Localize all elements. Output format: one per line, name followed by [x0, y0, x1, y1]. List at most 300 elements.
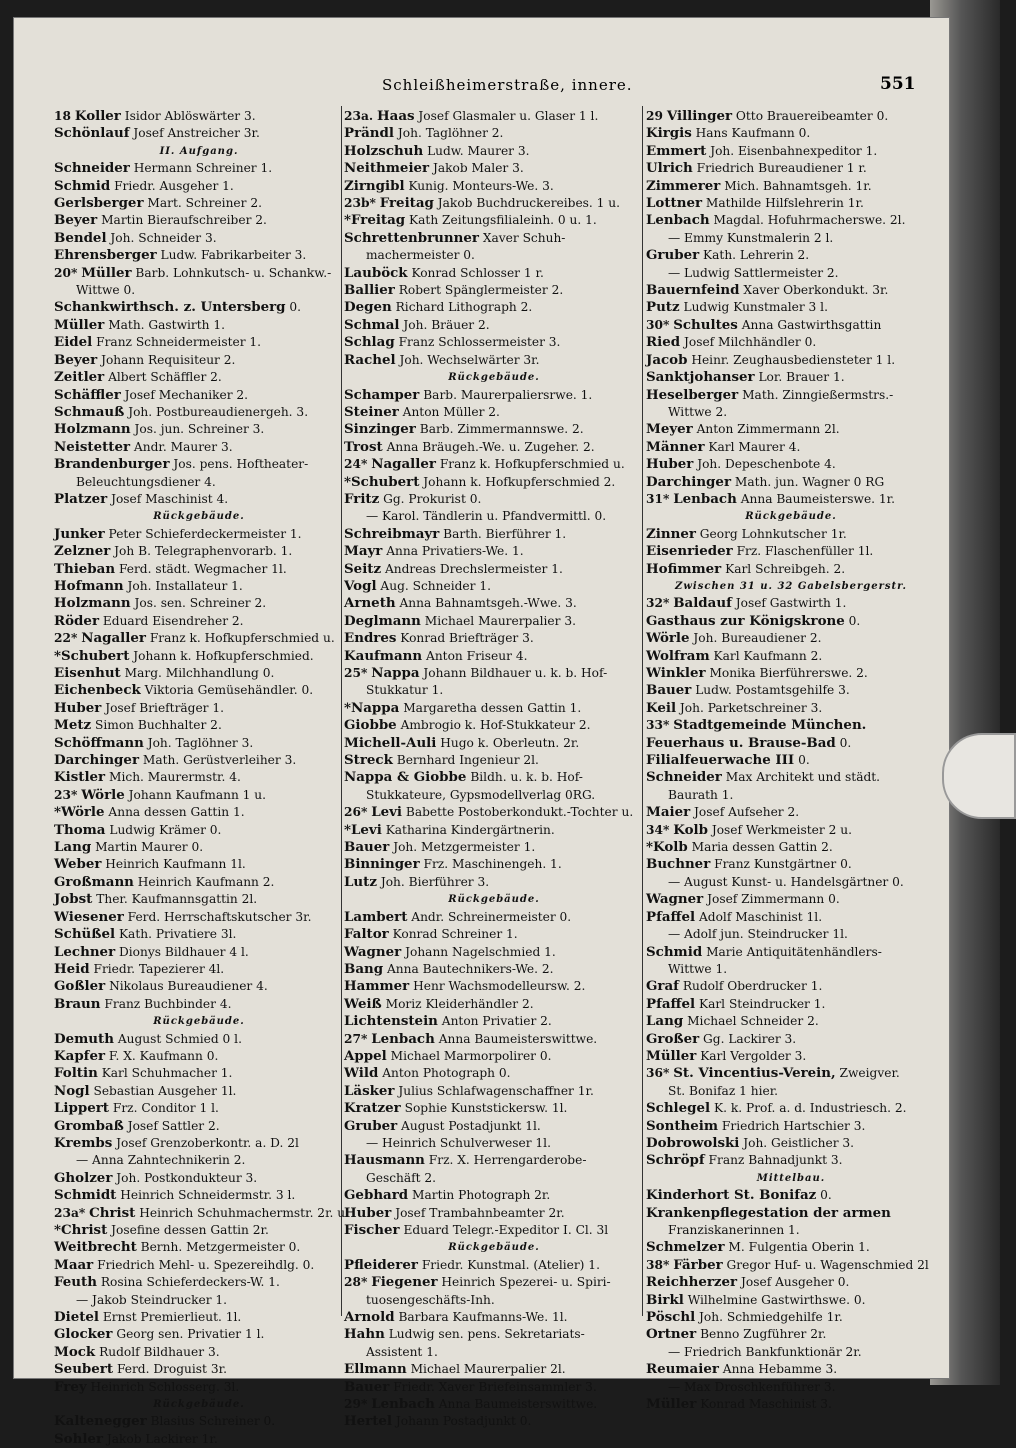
entry-details: Maria dessen Gattin 2. — [691, 840, 833, 855]
resident-name: Schneider — [54, 160, 130, 177]
entry-details: Johann k. Hofkupferschmied. — [133, 648, 314, 663]
entry-details: Andr. Maurer 3. — [133, 439, 233, 454]
resident-name: Schmelzer — [646, 1239, 725, 1256]
resident-name: Goßler — [54, 978, 106, 995]
entry-details: Simon Buchhalter 2. — [95, 718, 222, 733]
entry-details: Jos. sen. Schreiner 2. — [134, 596, 267, 611]
entry-details: Georg sen. Privatier 1 l. — [116, 1327, 265, 1342]
resident-name: Wild — [344, 1065, 379, 1082]
directory-entry — [646, 1135, 936, 1152]
directory-entry — [344, 561, 644, 578]
directory-entry — [646, 178, 936, 195]
directory-entry — [344, 439, 644, 456]
entry-details: Anna Bautechnikers-We. 2. — [386, 961, 554, 976]
resident-name: Nagaller — [81, 630, 146, 647]
resident-name: Villinger — [666, 108, 733, 124]
entry-details: Heinr. Zeughausbediensteter 1 l. — [691, 352, 896, 367]
directory-entry — [646, 1031, 936, 1048]
resident-name: Birkl — [646, 1291, 684, 1308]
directory-entry — [344, 769, 644, 786]
column-3 — [646, 108, 936, 1413]
entry-details: Franz k. Hofkupferschmied u. — [439, 457, 625, 472]
directory-entry — [646, 648, 936, 665]
house-number: 29* — [344, 1397, 368, 1412]
directory-entry — [344, 717, 644, 734]
entry-details: Barb. Lohnkutsch- u. Schankw.- — [135, 265, 332, 280]
entry-details: Ludwig Krämer 0. — [109, 822, 222, 837]
resident-name: Neithmeier — [344, 160, 430, 177]
directory-entry — [344, 1326, 644, 1343]
directory-entry — [646, 1309, 936, 1326]
directory-entry — [54, 856, 344, 873]
entry-details: Michael Maurerpalier 3. — [424, 613, 576, 628]
entry-details: Anna Privatiers-We. 1. — [386, 544, 524, 559]
directory-entry — [646, 1048, 936, 1065]
entry-details: Kath. Lehrerin 2. — [703, 248, 810, 263]
resident-name: Bendel — [54, 229, 107, 246]
directory-entry — [646, 195, 936, 212]
directory-entry — [54, 1083, 344, 1100]
entry-details: Konrad Briefträger 3. — [400, 631, 534, 646]
entry-details: Franz Bahnadjunkt 3. — [708, 1153, 843, 1168]
resident-name: Wörle — [81, 786, 125, 803]
entry-continuation: Geschäft 2. — [366, 1170, 437, 1185]
entry-details: Ernst Premierlieut. 1l. — [102, 1310, 242, 1325]
resident-name: Lambert — [344, 908, 408, 925]
resident-name: Reumaier — [646, 1361, 719, 1378]
resident-name: Müller — [646, 1396, 697, 1413]
resident-name: Weiß — [344, 995, 382, 1012]
directory-entry — [54, 526, 344, 543]
entry-details: Anna dessen Gattin 1. — [108, 805, 245, 820]
resident-name: Dobrowolski — [646, 1134, 740, 1151]
resident-name: Sohler — [54, 1430, 103, 1447]
entry-details: Ludw. Maurer 3. — [427, 143, 530, 158]
resident-name: Levi — [371, 804, 403, 821]
resident-name: Schneider — [646, 769, 722, 786]
resident-name: Eidel — [54, 334, 93, 351]
resident-name: Lutz — [344, 873, 377, 890]
directory-entry — [54, 996, 344, 1013]
entry-details: Joh B. Telegraphenvorarb. 1. — [114, 544, 293, 559]
directory-entry — [646, 752, 936, 769]
entry-details: Joh. Metzgermeister 1. — [393, 840, 536, 855]
resident-name: Appel — [344, 1047, 387, 1064]
resident-name: *Kolb — [646, 839, 688, 856]
entry-details: Adolf Maschinist 1l. — [698, 909, 823, 924]
entry-details: Zweigver. — [839, 1066, 900, 1081]
directory-entry — [54, 595, 344, 612]
directory-entry — [54, 195, 344, 212]
resident-name: Seubert — [54, 1361, 114, 1378]
resident-name: Trost — [344, 438, 383, 455]
directory-entry — [54, 1222, 344, 1239]
directory-entry — [54, 1344, 344, 1361]
entry-details: Josefine dessen Gattin 2r. — [111, 1223, 269, 1237]
directory-entry — [344, 212, 644, 229]
page-tab-marker — [942, 733, 1016, 819]
resident-name: Bauernfeind — [646, 282, 740, 299]
directory-entry — [646, 769, 936, 786]
entry-details: Richard Lithograph 2. — [395, 300, 533, 315]
directory-entry — [344, 839, 644, 856]
resident-name: Schönlauf — [54, 125, 130, 142]
directory-entry — [646, 1013, 936, 1030]
entry-details: Robert Spänglermeister 2. — [398, 283, 564, 298]
entry-details: Bernhard Ingenieur 2l. — [396, 753, 539, 768]
directory-entry — [646, 299, 936, 316]
entry-details: Moriz Kleiderhändler 2. — [385, 996, 534, 1011]
directory-entry — [646, 526, 936, 543]
resident-name: Schmidt — [54, 1187, 117, 1204]
entry-details: Heinrich Spezerei- u. Spiri- — [441, 1275, 611, 1290]
entry-details: August Schmied 0 l. — [117, 1031, 242, 1046]
resident-name: Lenbach — [371, 1396, 435, 1413]
directory-entry — [54, 1379, 344, 1396]
resident-name: Junker — [54, 525, 105, 542]
resident-name: Endres — [344, 630, 397, 647]
resident-name: Bauer — [344, 1378, 390, 1395]
directory-entry — [646, 735, 936, 752]
entry-continuation: — August Kunst- u. Handelsgärtner 0. — [668, 874, 904, 889]
entry-continuation: Stukkateure, Gypsmodellverlag 0RG. — [366, 787, 596, 802]
entry-details: Gg. Lackirer 3. — [703, 1031, 797, 1046]
directory-entry — [54, 1170, 344, 1187]
entry-details: Johann Postadjunkt 0. — [395, 1414, 532, 1429]
resident-name: Gasthaus zur Königskrone — [646, 612, 845, 629]
resident-name: Deglmann — [344, 612, 421, 629]
entry-details: Andreas Drechslermeister 1. — [384, 561, 563, 576]
resident-name: Nappa — [371, 665, 420, 681]
resident-name: Holzmann — [54, 421, 131, 438]
directory-entry — [646, 1118, 936, 1135]
entry-continuation: — Ludwig Sattlermeister 2. — [668, 265, 839, 280]
entry-details: M. Fulgentia Oberin 1. — [728, 1240, 870, 1255]
directory-entry — [646, 1396, 936, 1413]
directory-entry — [54, 787, 344, 804]
page-header — [14, 74, 949, 100]
house-number: 25* — [344, 666, 368, 680]
entry-details: Sebastian Ausgeher 1l. — [93, 1083, 237, 1098]
directory-entry — [344, 1118, 644, 1135]
entry-continuation: — Max Droschkenführer 3. — [668, 1379, 836, 1394]
resident-name: Müller — [54, 316, 105, 333]
directory-entry — [646, 856, 936, 873]
house-number: 23b* — [344, 196, 376, 211]
entry-details: Michael Marmorpolirer 0. — [390, 1048, 552, 1063]
entry-details: Karl Maurer 4. — [708, 439, 801, 454]
resident-name: Schüßel — [54, 926, 116, 943]
resident-name: Ortner — [646, 1326, 697, 1343]
entry-continuation: — Jakob Steindrucker 1. — [76, 1292, 228, 1307]
directory-entry — [344, 543, 644, 560]
entry-details: Josef Werkmeister 2 u. — [711, 822, 852, 837]
entry-details: Ferd. Herrschaftskutscher 3r. — [127, 909, 312, 924]
entry-details: Anna Baumeisterswittwe. — [438, 1397, 598, 1412]
directory-entry — [646, 630, 936, 647]
entry-details: Joh. Depeschenbote 4. — [697, 457, 836, 472]
directory-entry — [344, 1013, 644, 1030]
resident-name: Großer — [646, 1030, 700, 1047]
entry-details: Ludwig Kunstmaler 3 l. — [683, 300, 828, 315]
entry-details: Martin Bieraufschreiber 2. — [101, 213, 267, 228]
directory-entry — [54, 1187, 344, 1204]
resident-name: *Schubert — [344, 473, 420, 490]
resident-name: Hammer — [344, 978, 410, 995]
resident-name: Färber — [673, 1256, 723, 1273]
directory-entry — [344, 1257, 644, 1274]
entry-details: Heinrich Schlosserg. 3l. — [90, 1379, 240, 1394]
house-number: 24* — [344, 457, 368, 472]
directory-entry — [54, 961, 344, 978]
directory-entry — [344, 526, 644, 543]
directory-entry — [54, 1274, 344, 1291]
entry-details: Anton Müller 2. — [402, 404, 500, 419]
entry-details: Josef Maschinist 4. — [111, 491, 229, 506]
directory-entry — [646, 212, 936, 229]
entry-continuation: St. Bonifaz 1 hier. — [668, 1083, 779, 1098]
directory-entry — [54, 735, 344, 752]
entry-details: Frz. Conditor 1 l. — [112, 1101, 219, 1116]
resident-name: Beyer — [54, 212, 98, 229]
entry-details: Joh. Postkondukteur 3. — [116, 1170, 258, 1185]
resident-name: Maier — [646, 804, 691, 821]
directory-entry — [54, 247, 344, 264]
directory-entry — [54, 752, 344, 769]
resident-name: Maar — [54, 1256, 94, 1273]
directory-entry — [54, 682, 344, 699]
entry-details: Ferd. Droguist 3r. — [116, 1362, 227, 1377]
directory-entry — [646, 909, 936, 926]
directory-entry — [344, 595, 644, 612]
resident-name: Lenbach — [646, 212, 710, 229]
directory-entry — [646, 1292, 936, 1309]
entry-details: Bernh. Metzgermeister 0. — [140, 1240, 301, 1255]
entry-details: Benno Zugführer 2r. — [700, 1327, 827, 1342]
resident-name: Lang — [54, 839, 92, 856]
resident-name: Platzer — [54, 490, 108, 507]
resident-name: Lenbach — [371, 1030, 435, 1047]
resident-name: Braun — [54, 995, 101, 1012]
resident-name: Stadtgemeinde München. — [673, 717, 867, 734]
entry-details: Kunig. Monteurs-We. 3. — [408, 178, 554, 193]
directory-entry — [344, 822, 644, 839]
entry-details: Xaver Oberkondukt. 3r. — [743, 283, 889, 298]
directory-entry — [646, 700, 936, 717]
entry-details: Jakob Lackirer 1r. — [106, 1431, 218, 1446]
resident-name: *Schubert — [54, 647, 130, 664]
directory-entry — [54, 1048, 344, 1065]
resident-name: Giobbe — [344, 717, 397, 734]
directory-entry — [54, 543, 344, 560]
directory-entry — [54, 369, 344, 386]
directory-entry — [646, 543, 936, 560]
resident-name: Putz — [646, 299, 680, 316]
directory-entry — [54, 1431, 344, 1448]
resident-name: Fiegener — [371, 1274, 438, 1291]
resident-name: Rachel — [344, 351, 396, 368]
directory-entry — [54, 212, 344, 229]
entry-details: Mart. Schreiner 2. — [147, 196, 262, 211]
entry-details: Math. Gastwirth 1. — [108, 317, 225, 332]
directory-entry — [344, 874, 644, 891]
directory-entry — [646, 1361, 936, 1378]
page-number: 551 — [880, 74, 916, 94]
resident-name: Schlegel — [646, 1100, 711, 1117]
entry-details: Josef Anstreicher 3r. — [133, 126, 260, 141]
entry-details: Joh. Schneider 3. — [110, 230, 217, 245]
entry-continuation: — Emmy Kunstmalerin 2 l. — [668, 230, 834, 245]
directory-entry — [54, 944, 344, 961]
directory-entry — [344, 421, 644, 438]
directory-entry — [54, 717, 344, 734]
entry-continuation: — Friedrich Bankfunktionär 2r. — [668, 1344, 862, 1359]
directory-entry — [54, 665, 344, 682]
entry-details: Nikolaus Bureaudiener 4. — [109, 979, 268, 994]
resident-name: Pfleiderer — [344, 1256, 418, 1273]
directory-entry — [646, 839, 936, 856]
resident-name: Lauböck — [344, 264, 408, 281]
directory-entry — [646, 317, 936, 334]
directory-entry — [344, 752, 644, 769]
resident-name: Feuth — [54, 1274, 97, 1291]
directory-entry — [54, 334, 344, 351]
entry-details: Eduard Telegr.-Expeditor I. Cl. 3l — [403, 1223, 609, 1237]
resident-name: Kratzer — [344, 1100, 401, 1117]
directory-entry — [344, 125, 644, 142]
resident-name: Lichtenstein — [344, 1013, 438, 1030]
resident-name: Kolb — [673, 821, 708, 838]
house-number: 26* — [344, 805, 368, 820]
directory-entry — [344, 299, 644, 316]
directory-entry — [54, 265, 344, 282]
directory-entry — [646, 125, 936, 142]
resident-name: Wagner — [344, 943, 402, 960]
resident-name: Hofimmer — [646, 560, 722, 577]
entry-details: Babette Postoberkondukt.-Tochter u. — [405, 805, 634, 820]
resident-name: Röder — [54, 612, 99, 629]
directory-entry — [54, 317, 344, 334]
entry-details: Friedrich Bureaudiener 1 r. — [696, 161, 867, 176]
resident-name: *Wörle — [54, 804, 105, 821]
directory-entry — [54, 1239, 344, 1256]
directory-entry — [646, 665, 936, 682]
entry-details: Friedr. Tapezierer 4l. — [93, 961, 225, 976]
entry-details: Margaretha dessen Gattin 1. — [403, 700, 582, 715]
resident-name: Nagaller — [371, 456, 436, 473]
directory-entry — [344, 1031, 644, 1048]
resident-name: Ballier — [344, 282, 395, 299]
entry-details: Andr. Schreinermeister 0. — [411, 909, 572, 924]
resident-name: Frey — [54, 1378, 87, 1395]
house-number: 27* — [344, 1031, 368, 1046]
entry-details: Barbara Kaufmanns-We. 1l. — [398, 1310, 568, 1325]
entry-details: Peter Schieferdeckermeister 1. — [108, 526, 302, 541]
directory-entry — [344, 735, 644, 752]
directory-entry — [344, 1083, 644, 1100]
resident-name: Steiner — [344, 403, 399, 420]
directory-entry — [344, 1065, 644, 1082]
directory-entry — [344, 108, 644, 125]
entry-details: Joh. Postbureaudienergeh. 3. — [128, 404, 309, 419]
entry-details: Ther. Kaufmannsgattin 2l. — [96, 892, 258, 907]
resident-name: Kirgis — [646, 125, 692, 142]
entry-details: Anna Bahnamtsgeh.-Wwe. 3. — [399, 596, 577, 611]
resident-name: Vogl — [344, 577, 377, 594]
entry-details: Barb. Zimmermannswe. 2. — [419, 422, 584, 437]
entry-details: Gregor Huf- u. Wagenschmied 2l — [726, 1257, 929, 1272]
entry-details: Anna Hebamme 3. — [722, 1362, 838, 1377]
entry-continuation: — Anna Zahntechnikerin 2. — [76, 1153, 246, 1168]
resident-name: Nogl — [54, 1082, 90, 1099]
directory-entry — [54, 1204, 350, 1222]
directory-entry — [646, 352, 936, 369]
resident-name: Mock — [54, 1343, 96, 1360]
resident-name: Männer — [646, 438, 705, 455]
directory-entry — [646, 369, 936, 386]
directory-entry — [54, 108, 344, 125]
entry-details: Franz Buchbinder 4. — [104, 996, 232, 1011]
resident-name: Kinderhort St. Bonifaz — [646, 1187, 817, 1204]
entry-details: 0. — [820, 1188, 832, 1203]
entry-details: Anna Bräugeh.-We. u. Zugeher. 2. — [386, 439, 595, 454]
entry-details: Aug. Schneider 1. — [380, 578, 491, 593]
resident-name: Fischer — [344, 1222, 400, 1238]
directory-entry — [344, 404, 644, 421]
directory-entry — [54, 700, 344, 717]
resident-name: Keil — [646, 699, 677, 716]
entry-details: Georg Lohnkutscher 1r. — [699, 526, 847, 541]
resident-name: Schamper — [344, 386, 420, 403]
entry-details: Blasius Schreiner 0. — [150, 1414, 276, 1429]
resident-name: Kaltenegger — [54, 1413, 147, 1430]
resident-name: Seitz — [344, 560, 382, 577]
resident-name: Läsker — [344, 1082, 395, 1099]
house-number: 34* — [646, 822, 670, 837]
entry-details: Franz Kunstgärtner 0. — [714, 857, 852, 872]
resident-name: Schrettenbrunner — [344, 229, 479, 246]
entry-continuation: — Adolf jun. Steindrucker 1l. — [668, 927, 848, 942]
resident-name: Schlag — [344, 334, 395, 351]
resident-name: Jacob — [646, 351, 688, 368]
entry-details: Bildh. u. k. b. Hof- — [470, 770, 583, 785]
entry-details: 0. — [839, 735, 852, 750]
resident-name: Lenbach — [673, 490, 737, 507]
resident-name: Faltor — [344, 926, 389, 943]
entry-details: Katharina Kindergärtnerin. — [385, 822, 555, 837]
entry-details: Anna Gastwirthsgattin — [741, 317, 882, 332]
resident-name: *Christ — [54, 1222, 108, 1238]
section-heading: Rückgebäude. — [448, 1242, 540, 1254]
directory-entry — [646, 421, 936, 438]
entry-details: Mathilde Hilfslehrerin 1r. — [705, 196, 864, 211]
entry-details: Karl Schreibgeh. 2. — [725, 561, 846, 576]
directory-entry — [344, 1048, 644, 1065]
entry-details: Kath. Privatiere 3l. — [118, 927, 237, 942]
resident-name: Gruber — [646, 247, 700, 264]
resident-name: Zinner — [646, 525, 696, 542]
resident-name: Kistler — [54, 769, 106, 786]
entry-details: Rudolf Oberdrucker 1. — [682, 979, 823, 994]
entry-details: Joh. Bräuer 2. — [403, 317, 490, 332]
resident-name: Degen — [344, 299, 392, 316]
resident-name: Kapfer — [54, 1047, 106, 1064]
directory-entry — [646, 613, 936, 630]
directory-entry — [344, 474, 644, 491]
directory-entry — [54, 1309, 344, 1326]
directory-entry — [54, 839, 344, 856]
resident-name: Schmid — [54, 177, 111, 194]
